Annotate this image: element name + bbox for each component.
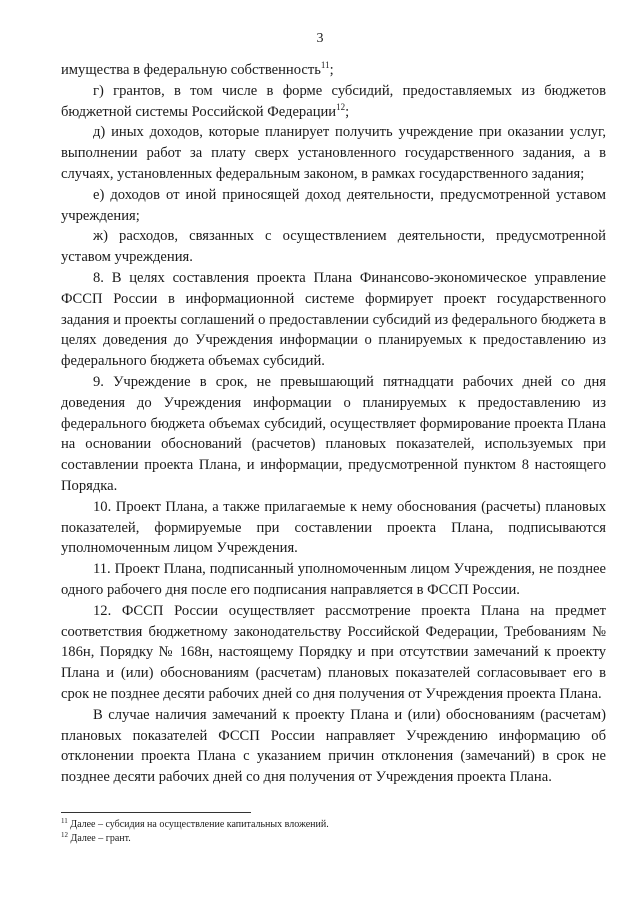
document-body xyxy=(61,60,606,788)
paragraph-text: г) грантов, в том числе в форме субсидий, предоставляемых из бюджетов бюджетной системы Российской Федерации xyxy=(61,82,606,120)
footnote-text: Далее – субсидия на осуществление капитальных вложений. xyxy=(67,819,329,830)
paragraph-item-g xyxy=(61,81,606,123)
paragraph-item-d: д) иных доходов, которые планирует получить учреждение при оказании услуг, выполнении работ за плату сверх установленного государственного задания, а в случаях, установленных федеральным законом, в рамках государственного задания; xyxy=(61,124,606,182)
footnote-number: 11 xyxy=(61,817,68,825)
paragraph-item-e: е) доходов от иной приносящей доход деятельности, предусмотренной уставом учреждения; xyxy=(61,186,606,224)
paragraph-text: имущества в федеральную собственность xyxy=(61,62,321,78)
paragraph-clause-9: 9. Учреждение в срок, не превышающий пятнадцати рабочих дней со дня доведения до Учреждения информации о планируемых к предоставлению из федерального бюджета объемах субсидий, осуществляет формирование проекта Плана на основании обоснований (расчетов) плановых показателей, используемых при составлении проекта Плана, и информации, предусмотренной пунктом 8 настоящего Порядка. xyxy=(61,373,606,494)
paragraph-item-zh: ж) расходов, связанных с осуществлением деятельности, предусмотренной уставом учреждения. xyxy=(61,228,606,266)
paragraph-clause-11: 11. Проект Плана, подписанный уполномоченным лицом Учреждения, не позднее одного рабочего дня после его подписания направляется в ФССП России. xyxy=(61,561,606,598)
paragraph-punct: ; xyxy=(329,62,334,78)
paragraph-continuation xyxy=(61,60,606,81)
footnote-separator xyxy=(61,812,251,813)
paragraph-punct: ; xyxy=(345,103,350,120)
footnotes xyxy=(61,818,606,846)
footnote-11 xyxy=(61,818,606,832)
footnote-12 xyxy=(61,832,606,846)
footnote-number: 12 xyxy=(61,831,68,839)
paragraph-clause-12-continued: В случае наличия замечаний к проекту Плана и (или) обоснованиям (расчетам) плановых показателей ФССП России направляет Учреждению информацию об отклонении проекта Плана с указанием причин отклонения (замечаний) в срок не позднее десяти рабочих дней со дня получения от Учреждения проекта Плана. xyxy=(61,706,606,786)
paragraph-clause-12: 12. ФССП России осуществляет рассмотрение проекта Плана на предмет соответствия бюджетному законодательству Российской Федерации, Требованиям № 186н, Порядку № 168н, настоящему Порядку и при отсутствии замечаний к проекту Плана и (или) обоснованиям (расчетам) плановых показателей согласовывает его в срок не позднее десяти рабочих дней со дня получения от Учреждения проекта Плана. xyxy=(61,602,606,702)
footnote-text: Далее – грант. xyxy=(68,833,131,844)
paragraph-clause-8: 8. В целях составления проекта Плана Финансово-экономическое управление ФССП России в информационной системе формирует проект государственного задания и проекты соглашений о предоставлении субсидий из федерального бюджета в целях доведения до Учреждения информации о планируемых к предоставлению из федерального бюджета объемах субсидий. xyxy=(61,269,606,370)
footnote-ref: 12 xyxy=(336,101,346,112)
page-number: 3 xyxy=(316,31,324,46)
paragraph-clause-10: 10. Проект Плана, а также прилагаемые к нему обоснования (расчеты) плановых показателей, формируемые при составлении проекта Плана, подписываются уполномоченным лицом Учреждения. xyxy=(61,498,606,557)
footnote-ref: 11 xyxy=(320,60,330,70)
